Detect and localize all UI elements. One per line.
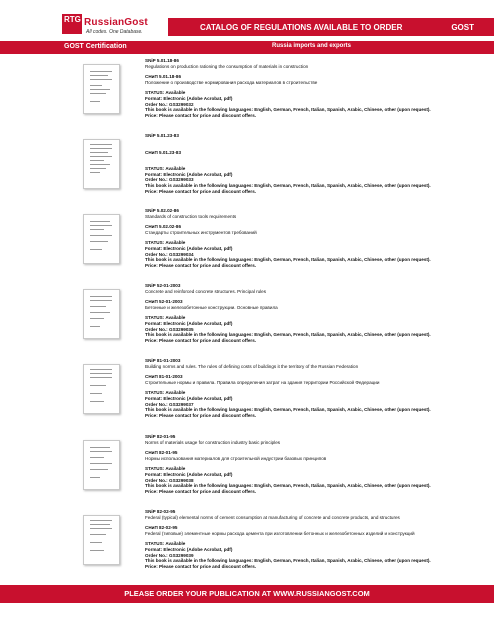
standard-code: SNiP 52-01-2003 [145,283,181,288]
status: STATUS: Available [145,541,186,547]
format: Format: Electronic (Adobe Acrobat, pdf) [145,471,233,477]
title-russian: Federal (типовые) элементные нормы расхода цемента при изготовлении бетонных и железобетонных изделий и конструкций [145,530,415,536]
page-header [0,0,494,40]
entry-text [145,208,490,268]
catalog-title: CATALOG OF REGULATIONS AVAILABLE TO ORDER [200,23,403,32]
entry-text [145,434,490,494]
title-english: Federal (typical) elemental norms of cement consumption at manufacturing of concrete and concrete products, and structures [145,514,400,520]
status: STATUS: Available [145,315,186,321]
brand-tagline: All codes. One Database. [86,29,143,35]
order-number: Order No.: GS3299033 [145,177,194,183]
price: Price: Please contact for price and discount offers. [145,188,257,194]
languages: This book is available in the following languages: English, German, French, Italian, Spanish, Arabic, Chinese, other (upon request). [145,558,431,564]
price: Price: Please contact for price and discount offers. [145,112,257,118]
title-russian: Строительные нормы и правила. Правила определения затрат на здания территории Российской Федерации [145,379,380,385]
order-number: Order No.: GS3299034 [145,251,194,257]
entry-text [145,58,490,118]
regulation-entry [0,358,494,430]
document-thumbnail [83,214,120,264]
format: Format: Electronic (Adobe Acrobat, pdf) [145,245,233,251]
price: Price: Please contact for price and discount offers. [145,412,257,418]
standard-code-russian: СНиП 5.02.02-86 [145,224,182,230]
catalog-title-bar [168,18,494,36]
standard-code-russian: СНиП 82-01-95 [145,450,178,456]
languages: This book is available in the following languages: English, German, French, Italian, Spanish, Arabic, Chinese, other (upon request). [145,407,431,413]
status: STATUS: Available [145,240,186,246]
languages: This book is available in the following languages: English, German, French, Italian, Spanish, Arabic, Chinese, other (upon request). [145,483,431,489]
standard-code: SNiP 5.02.02-86 [145,208,179,213]
entry-text [145,358,490,418]
order-number: Order No.: GS3299039 [145,552,194,558]
standard-code-russian: СНиП 5.01.18-86 [145,74,182,80]
order-number: Order No.: GS3299038 [145,477,194,483]
title-english: Concrete and reinforced concrete structures. Principal rules [145,288,267,294]
standard-code: SNiP 5.01.18-86 [145,58,179,63]
entry-text [145,283,490,343]
title-english: Standards of construction tools requirements [145,213,237,219]
standard-code: SNiP 81-01-2003 [145,358,181,363]
regulation-entry [0,208,494,280]
languages: This book is available in the following languages: English, German, French, Italian, Spanish, Arabic, Chinese, other (upon request). [145,107,431,113]
standard-code: SNiP 82-02-95 [145,509,176,514]
languages: This book is available in the following languages: English, German, French, Italian, Spanish, Arabic, Chinese, other (upon request). [145,257,431,263]
gost-label: GOST [451,23,474,32]
status: STATUS: Available [145,90,186,96]
title-english: Building norms and rules. The rules of defining costs of buildings it the territory of the Russian Federation [145,363,359,369]
standard-code: SNiP 82-01-95 [145,434,176,439]
document-thumbnail [83,440,120,490]
title-russian: Положение о производстве нормирования расхода материалов в строительстве [145,79,318,85]
entry-text [145,509,490,569]
price: Price: Please contact for price and discount offers. [145,262,257,268]
languages: This book is available in the following languages: English, German, French, Italian, Spanish, Arabic, Chinese, other (upon request). [145,182,431,188]
gost-certification-label: GOST Certification [64,43,127,50]
standard-code-russian: СНиП 82-02-95 [145,525,178,531]
document-thumbnail [83,364,120,414]
regulation-entry [0,283,494,355]
standard-code-russian: СНиП 81-01-2003 [145,374,183,380]
brand-name: RussianGost [84,17,148,28]
format: Format: Electronic (Adobe Acrobat, pdf) [145,546,233,552]
title-russian: Стандарты строительных инструментов требований [145,229,257,235]
regulation-entry [0,434,494,506]
document-thumbnail [83,64,120,114]
title-russian: Бетонные и железобетонные конструкции. Основные правила [145,304,278,310]
regulation-entry [0,58,494,130]
sub-header-bar [0,41,494,54]
title-english: Norms of materials usage for construction industry basic principles [145,439,281,445]
status: STATUS: Available [145,466,186,472]
status: STATUS: Available [145,166,186,172]
price: Price: Please contact for price and discount offers. [145,337,257,343]
document-thumbnail [83,289,120,339]
order-number: Order No.: GS3299035 [145,326,194,332]
document-thumbnail [83,139,120,189]
price: Price: Please contact for price and discount offers. [145,563,257,569]
regulation-entry [0,509,494,581]
logo-icon [62,14,82,34]
format: Format: Electronic (Adobe Acrobat, pdf) [145,395,233,401]
regulation-entry [0,133,494,205]
price: Price: Please contact for price and discount offers. [145,488,257,494]
standard-code-russian: СНиП 52-01-2003 [145,299,183,305]
status: STATUS: Available [145,390,186,396]
entry-text [145,133,490,194]
standard-code-russian: СНиП 5.01.23-83 [145,149,182,155]
order-number: Order No.: GS3299037 [145,401,194,407]
languages: This book is available in the following languages: English, German, French, Italian, Spanish, Arabic, Chinese, other (upon request). [145,332,431,338]
title-russian: Нормы использования материалов для строительной индустрии базовых принципов [145,455,327,461]
order-footer-banner: PLEASE ORDER YOUR PUBLICATION AT WWW.RUSSIANGOST.COM [0,585,494,603]
document-thumbnail [83,515,120,565]
format: Format: Electronic (Adobe Acrobat, pdf) [145,171,233,177]
title-english: Regulations on production rationing the consumption of materials in construction [145,63,309,69]
format: Format: Electronic (Adobe Acrobat, pdf) [145,320,233,326]
order-number: Order No.: GS3299032 [145,101,194,107]
format: Format: Electronic (Adobe Acrobat, pdf) [145,95,233,101]
standard-code: SNiP 5.01.23-83 [145,133,179,138]
imports-exports-label: Russia imports and exports [272,43,352,49]
logo-letters: RTG [64,15,81,24]
